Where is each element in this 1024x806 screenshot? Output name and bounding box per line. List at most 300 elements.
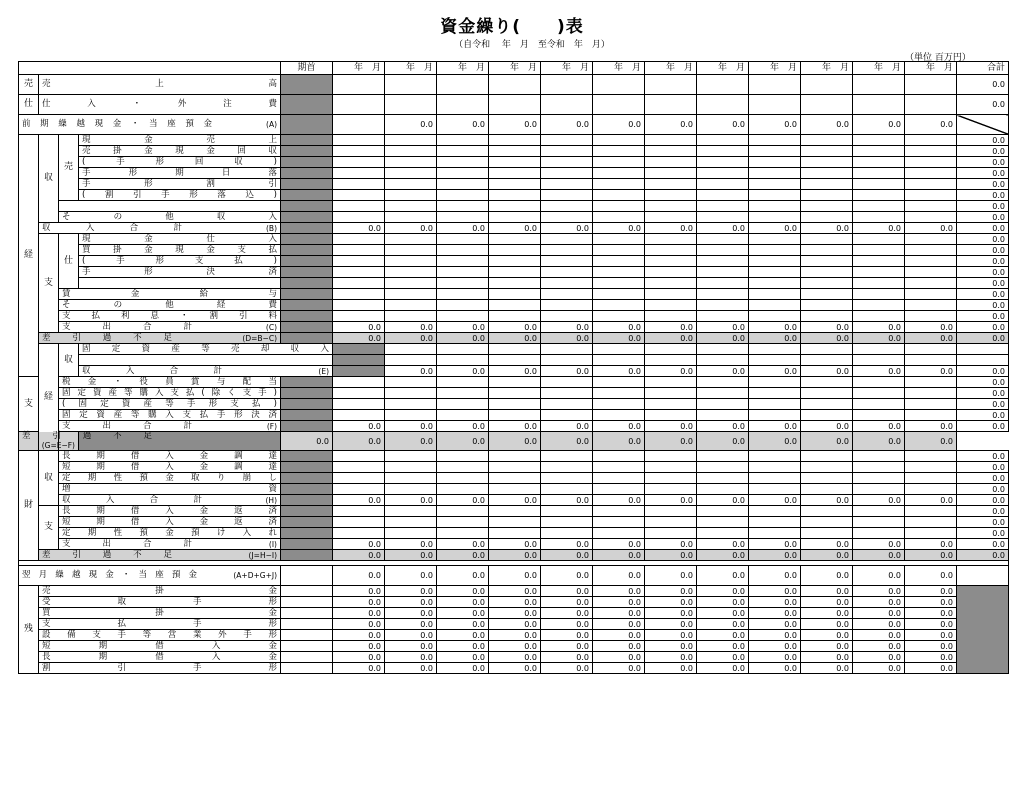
month-cell[interactable] (749, 311, 801, 322)
month-cell[interactable] (697, 311, 749, 322)
month-cell[interactable]: 0.0 (853, 619, 905, 630)
month-cell[interactable]: 0.0 (593, 322, 645, 333)
month-cell[interactable] (645, 451, 697, 462)
month-cell[interactable] (489, 256, 541, 267)
month-cell[interactable]: 0.0 (905, 566, 957, 586)
month-cell[interactable]: 0.0 (437, 608, 489, 619)
month-cell[interactable]: 0.0 (385, 550, 437, 561)
month-cell[interactable] (333, 388, 385, 399)
month-cell[interactable]: 0.0 (385, 539, 437, 550)
month-cell[interactable] (697, 462, 749, 473)
month-cell[interactable]: 0.0 (489, 630, 541, 641)
month-cell[interactable] (541, 528, 593, 539)
month-cell[interactable] (333, 278, 385, 289)
month-cell[interactable] (385, 377, 437, 388)
month-cell[interactable]: 0.0 (437, 652, 489, 663)
month-cell[interactable] (697, 267, 749, 278)
month-cell[interactable] (749, 300, 801, 311)
month-cell[interactable] (749, 506, 801, 517)
month-cell[interactable]: 0.0 (645, 421, 697, 432)
month-cell[interactable] (905, 168, 957, 179)
month-cell[interactable] (541, 517, 593, 528)
month-cell[interactable]: 0.0 (333, 333, 385, 344)
month-cell[interactable] (385, 267, 437, 278)
month-cell[interactable] (905, 179, 957, 190)
month-cell[interactable] (489, 484, 541, 495)
month-cell[interactable]: 0.0 (437, 366, 489, 377)
month-cell[interactable]: 0.0 (697, 652, 749, 663)
month-cell[interactable] (801, 388, 853, 399)
month-cell[interactable]: 0.0 (541, 495, 593, 506)
month-cell[interactable]: 0.0 (333, 652, 385, 663)
month-cell[interactable] (749, 289, 801, 300)
month-cell[interactable]: 0.0 (593, 619, 645, 630)
month-cell[interactable] (385, 410, 437, 421)
month-cell[interactable] (593, 234, 645, 245)
month-cell[interactable]: 0.0 (697, 641, 749, 652)
month-cell[interactable] (385, 355, 437, 366)
month-cell[interactable]: 0.0 (541, 608, 593, 619)
month-cell[interactable]: 0.0 (385, 608, 437, 619)
month-cell[interactable] (541, 95, 593, 115)
month-cell[interactable] (489, 157, 541, 168)
month-cell[interactable]: 0.0 (905, 619, 957, 630)
month-cell[interactable] (749, 528, 801, 539)
month-cell[interactable]: 0.0 (801, 421, 853, 432)
month-cell[interactable] (541, 289, 593, 300)
month-cell[interactable] (593, 146, 645, 157)
month-cell[interactable] (801, 146, 853, 157)
month-cell[interactable] (801, 245, 853, 256)
month-cell[interactable]: 0.0 (593, 495, 645, 506)
month-cell[interactable] (853, 462, 905, 473)
month-cell[interactable]: 0.0 (593, 586, 645, 597)
month-cell[interactable]: 0.0 (385, 566, 437, 586)
month-cell[interactable]: 0.0 (593, 652, 645, 663)
month-cell[interactable] (905, 528, 957, 539)
month-cell[interactable]: 0.0 (333, 597, 385, 608)
month-cell[interactable]: 0.0 (489, 223, 541, 234)
month-cell[interactable]: 0.0 (385, 619, 437, 630)
month-cell[interactable] (853, 300, 905, 311)
month-cell[interactable] (801, 462, 853, 473)
month-cell[interactable] (489, 462, 541, 473)
month-cell[interactable]: 0.0 (541, 550, 593, 561)
month-cell[interactable]: 0.0 (645, 539, 697, 550)
month-cell[interactable] (489, 399, 541, 410)
month-cell[interactable] (697, 256, 749, 267)
month-cell[interactable] (645, 311, 697, 322)
month-cell[interactable] (749, 135, 801, 146)
month-cell[interactable] (957, 344, 1009, 355)
month-cell[interactable]: 0.0 (489, 586, 541, 597)
month-cell[interactable] (749, 267, 801, 278)
month-cell[interactable] (593, 201, 645, 212)
month-cell[interactable] (801, 190, 853, 201)
month-cell[interactable] (333, 157, 385, 168)
month-cell[interactable]: 0.0 (489, 663, 541, 674)
month-cell[interactable]: 0.0 (697, 608, 749, 619)
month-cell[interactable] (333, 256, 385, 267)
month-cell[interactable]: 0.0 (385, 115, 437, 135)
month-cell[interactable] (541, 157, 593, 168)
month-cell[interactable] (593, 451, 645, 462)
month-cell[interactable] (749, 234, 801, 245)
month-cell[interactable] (437, 278, 489, 289)
month-cell[interactable] (697, 146, 749, 157)
month-cell[interactable] (645, 388, 697, 399)
month-cell[interactable]: 0.0 (853, 366, 905, 377)
month-cell[interactable] (385, 278, 437, 289)
month-cell[interactable]: 0.0 (749, 495, 801, 506)
month-cell[interactable]: 0.0 (853, 333, 905, 344)
month-cell[interactable] (801, 344, 853, 355)
month-cell[interactable] (749, 146, 801, 157)
month-cell[interactable] (437, 344, 489, 355)
month-cell[interactable] (489, 234, 541, 245)
month-cell[interactable] (489, 75, 541, 95)
month-cell[interactable] (801, 168, 853, 179)
month-cell[interactable] (749, 168, 801, 179)
month-cell[interactable] (385, 344, 437, 355)
month-cell[interactable] (853, 473, 905, 484)
month-cell[interactable] (853, 311, 905, 322)
month-cell[interactable]: 0.0 (385, 597, 437, 608)
month-cell[interactable] (437, 289, 489, 300)
month-cell[interactable] (697, 506, 749, 517)
month-cell[interactable]: 0.0 (697, 432, 749, 451)
month-cell[interactable] (437, 212, 489, 223)
month-cell[interactable] (697, 75, 749, 95)
month-cell[interactable] (853, 484, 905, 495)
month-cell[interactable] (333, 95, 385, 115)
month-cell[interactable] (593, 245, 645, 256)
month-cell[interactable] (593, 168, 645, 179)
month-cell[interactable] (645, 289, 697, 300)
month-cell[interactable] (749, 75, 801, 95)
month-cell[interactable]: 0.0 (541, 630, 593, 641)
month-cell[interactable]: 0.0 (333, 619, 385, 630)
month-cell[interactable] (437, 355, 489, 366)
month-cell[interactable] (697, 388, 749, 399)
month-cell[interactable] (853, 528, 905, 539)
month-cell[interactable] (333, 506, 385, 517)
month-cell[interactable] (437, 146, 489, 157)
month-cell[interactable] (645, 344, 697, 355)
month-cell[interactable]: 0.0 (437, 566, 489, 586)
month-cell[interactable] (697, 344, 749, 355)
month-cell[interactable] (905, 190, 957, 201)
month-cell[interactable] (437, 399, 489, 410)
month-cell[interactable] (853, 146, 905, 157)
month-cell[interactable]: 0.0 (801, 630, 853, 641)
month-cell[interactable] (333, 212, 385, 223)
month-cell[interactable]: 0.0 (437, 619, 489, 630)
month-cell[interactable]: 0.0 (593, 333, 645, 344)
month-cell[interactable]: 0.0 (905, 539, 957, 550)
month-cell[interactable] (437, 300, 489, 311)
month-cell[interactable] (385, 95, 437, 115)
month-cell[interactable] (645, 245, 697, 256)
month-cell[interactable]: 0.0 (905, 495, 957, 506)
month-cell[interactable] (905, 256, 957, 267)
month-cell[interactable] (905, 245, 957, 256)
month-cell[interactable] (905, 311, 957, 322)
month-cell[interactable] (489, 517, 541, 528)
month-cell[interactable] (853, 410, 905, 421)
month-cell[interactable]: 0.0 (697, 630, 749, 641)
month-cell[interactable] (697, 234, 749, 245)
month-cell[interactable]: 0.0 (385, 495, 437, 506)
month-cell[interactable] (385, 190, 437, 201)
month-cell[interactable] (801, 256, 853, 267)
month-cell[interactable]: 0.0 (489, 495, 541, 506)
month-cell[interactable] (385, 388, 437, 399)
month-cell[interactable] (697, 212, 749, 223)
month-cell[interactable] (333, 462, 385, 473)
month-cell[interactable]: 0.0 (333, 495, 385, 506)
month-cell[interactable] (541, 399, 593, 410)
month-cell[interactable] (593, 190, 645, 201)
month-cell[interactable] (749, 377, 801, 388)
month-cell[interactable]: 0.0 (853, 663, 905, 674)
month-cell[interactable] (385, 528, 437, 539)
month-cell[interactable] (333, 311, 385, 322)
month-cell[interactable] (801, 506, 853, 517)
month-cell[interactable] (541, 135, 593, 146)
month-cell[interactable] (489, 473, 541, 484)
month-cell[interactable]: 0.0 (385, 366, 437, 377)
month-cell[interactable] (905, 399, 957, 410)
month-cell[interactable]: 0.0 (385, 421, 437, 432)
month-cell[interactable]: 0.0 (801, 539, 853, 550)
month-cell[interactable] (645, 399, 697, 410)
month-cell[interactable] (333, 75, 385, 95)
month-cell[interactable] (593, 355, 645, 366)
month-cell[interactable]: 0.0 (905, 652, 957, 663)
month-cell[interactable] (697, 528, 749, 539)
month-cell[interactable] (801, 179, 853, 190)
month-cell[interactable] (853, 388, 905, 399)
month-cell[interactable] (593, 388, 645, 399)
month-cell[interactable]: 0.0 (801, 322, 853, 333)
month-cell[interactable] (385, 517, 437, 528)
month-cell[interactable]: 0.0 (853, 322, 905, 333)
month-cell[interactable] (593, 75, 645, 95)
month-cell[interactable]: 0.0 (645, 597, 697, 608)
month-cell[interactable] (541, 245, 593, 256)
month-cell[interactable]: 0.0 (645, 652, 697, 663)
month-cell[interactable] (593, 410, 645, 421)
month-cell[interactable] (801, 234, 853, 245)
month-cell[interactable]: 0.0 (437, 322, 489, 333)
month-cell[interactable] (801, 157, 853, 168)
month-cell[interactable] (333, 190, 385, 201)
month-cell[interactable] (593, 344, 645, 355)
month-cell[interactable]: 0.0 (437, 550, 489, 561)
month-cell[interactable] (697, 168, 749, 179)
month-cell[interactable]: 0.0 (801, 223, 853, 234)
month-cell[interactable]: 0.0 (541, 333, 593, 344)
month-cell[interactable] (437, 95, 489, 115)
month-cell[interactable]: 0.0 (645, 663, 697, 674)
month-cell[interactable] (437, 451, 489, 462)
month-cell[interactable] (853, 245, 905, 256)
month-cell[interactable]: 0.0 (593, 608, 645, 619)
month-cell[interactable]: 0.0 (385, 630, 437, 641)
month-cell[interactable] (333, 410, 385, 421)
month-cell[interactable] (645, 517, 697, 528)
month-cell[interactable]: 0.0 (437, 663, 489, 674)
month-cell[interactable]: 0.0 (749, 586, 801, 597)
month-cell[interactable]: 0.0 (541, 652, 593, 663)
month-cell[interactable] (541, 451, 593, 462)
month-cell[interactable] (489, 344, 541, 355)
month-cell[interactable] (801, 484, 853, 495)
month-cell[interactable] (385, 75, 437, 95)
month-cell[interactable]: 0.0 (905, 333, 957, 344)
month-cell[interactable]: 0.0 (541, 223, 593, 234)
month-cell[interactable] (333, 289, 385, 300)
month-cell[interactable]: 0.0 (437, 641, 489, 652)
month-cell[interactable] (697, 451, 749, 462)
month-cell[interactable]: 0.0 (593, 597, 645, 608)
month-cell[interactable] (697, 157, 749, 168)
month-cell[interactable]: 0.0 (749, 641, 801, 652)
month-cell[interactable] (489, 300, 541, 311)
month-cell[interactable]: 0.0 (749, 115, 801, 135)
month-cell[interactable] (853, 190, 905, 201)
month-cell[interactable] (749, 201, 801, 212)
month-cell[interactable] (749, 451, 801, 462)
month-cell[interactable] (593, 506, 645, 517)
month-cell[interactable]: 0.0 (801, 333, 853, 344)
month-cell[interactable]: 0.0 (645, 333, 697, 344)
month-cell[interactable] (905, 300, 957, 311)
month-cell[interactable] (593, 311, 645, 322)
month-cell[interactable] (385, 179, 437, 190)
month-cell[interactable] (905, 157, 957, 168)
month-cell[interactable] (437, 157, 489, 168)
month-cell[interactable] (645, 256, 697, 267)
month-cell[interactable]: 0.0 (697, 223, 749, 234)
month-cell[interactable]: 0.0 (853, 115, 905, 135)
month-cell[interactable]: 0.0 (333, 550, 385, 561)
month-cell[interactable]: 0.0 (905, 421, 957, 432)
month-cell[interactable] (541, 344, 593, 355)
month-cell[interactable]: 0.0 (801, 566, 853, 586)
month-cell[interactable] (645, 462, 697, 473)
month-cell[interactable]: 0.0 (593, 115, 645, 135)
month-cell[interactable] (697, 517, 749, 528)
month-cell[interactable] (645, 179, 697, 190)
month-cell[interactable]: 0.0 (489, 115, 541, 135)
month-cell[interactable] (593, 377, 645, 388)
month-cell[interactable] (801, 410, 853, 421)
month-cell[interactable]: 0.0 (749, 597, 801, 608)
month-cell[interactable] (957, 355, 1009, 366)
month-cell[interactable]: 0.0 (541, 597, 593, 608)
month-cell[interactable] (593, 300, 645, 311)
month-cell[interactable] (541, 473, 593, 484)
month-cell[interactable] (801, 311, 853, 322)
month-cell[interactable]: 0.0 (645, 495, 697, 506)
month-cell[interactable]: 0.0 (489, 333, 541, 344)
month-cell[interactable] (645, 168, 697, 179)
month-cell[interactable] (541, 146, 593, 157)
month-cell[interactable] (645, 484, 697, 495)
month-cell[interactable] (437, 245, 489, 256)
month-cell[interactable]: 0.0 (749, 322, 801, 333)
month-cell[interactable] (645, 135, 697, 146)
month-cell[interactable]: 0.0 (385, 322, 437, 333)
month-cell[interactable]: 0.0 (853, 495, 905, 506)
month-cell[interactable] (489, 201, 541, 212)
month-cell[interactable]: 0.0 (749, 539, 801, 550)
month-cell[interactable] (541, 267, 593, 278)
month-cell[interactable]: 0.0 (749, 608, 801, 619)
month-cell[interactable] (385, 451, 437, 462)
month-cell[interactable] (541, 190, 593, 201)
month-cell[interactable]: 0.0 (593, 223, 645, 234)
month-cell[interactable] (801, 267, 853, 278)
month-cell[interactable]: 0.0 (749, 663, 801, 674)
month-cell[interactable] (333, 245, 385, 256)
month-cell[interactable] (697, 300, 749, 311)
month-cell[interactable]: 0.0 (801, 652, 853, 663)
month-cell[interactable] (593, 278, 645, 289)
month-cell[interactable] (333, 377, 385, 388)
month-cell[interactable] (385, 484, 437, 495)
month-cell[interactable] (333, 300, 385, 311)
month-cell[interactable]: 0.0 (437, 333, 489, 344)
month-cell[interactable] (697, 179, 749, 190)
month-cell[interactable] (541, 234, 593, 245)
month-cell[interactable]: 0.0 (749, 550, 801, 561)
month-cell[interactable] (385, 245, 437, 256)
month-cell[interactable]: 0.0 (489, 652, 541, 663)
month-cell[interactable] (905, 201, 957, 212)
month-cell[interactable] (437, 311, 489, 322)
month-cell[interactable] (749, 473, 801, 484)
month-cell[interactable] (697, 289, 749, 300)
month-cell[interactable]: 0.0 (853, 550, 905, 561)
month-cell[interactable] (697, 399, 749, 410)
month-cell[interactable]: 0.0 (853, 539, 905, 550)
month-cell[interactable] (489, 377, 541, 388)
month-cell[interactable]: 0.0 (593, 641, 645, 652)
month-cell[interactable]: 0.0 (333, 223, 385, 234)
month-cell[interactable] (853, 278, 905, 289)
month-cell[interactable] (645, 410, 697, 421)
month-cell[interactable]: 0.0 (645, 566, 697, 586)
month-cell[interactable] (437, 75, 489, 95)
month-cell[interactable] (489, 190, 541, 201)
month-cell[interactable] (385, 399, 437, 410)
month-cell[interactable]: 0.0 (489, 322, 541, 333)
month-cell[interactable] (853, 289, 905, 300)
month-cell[interactable]: 0.0 (853, 641, 905, 652)
month-cell[interactable] (905, 278, 957, 289)
month-cell[interactable] (489, 146, 541, 157)
month-cell[interactable]: 0.0 (801, 366, 853, 377)
month-cell[interactable]: 0.0 (645, 322, 697, 333)
month-cell[interactable] (437, 267, 489, 278)
month-cell[interactable] (749, 517, 801, 528)
month-cell[interactable]: 0.0 (749, 630, 801, 641)
month-cell[interactable]: 0.0 (645, 630, 697, 641)
month-cell[interactable]: 0.0 (385, 663, 437, 674)
